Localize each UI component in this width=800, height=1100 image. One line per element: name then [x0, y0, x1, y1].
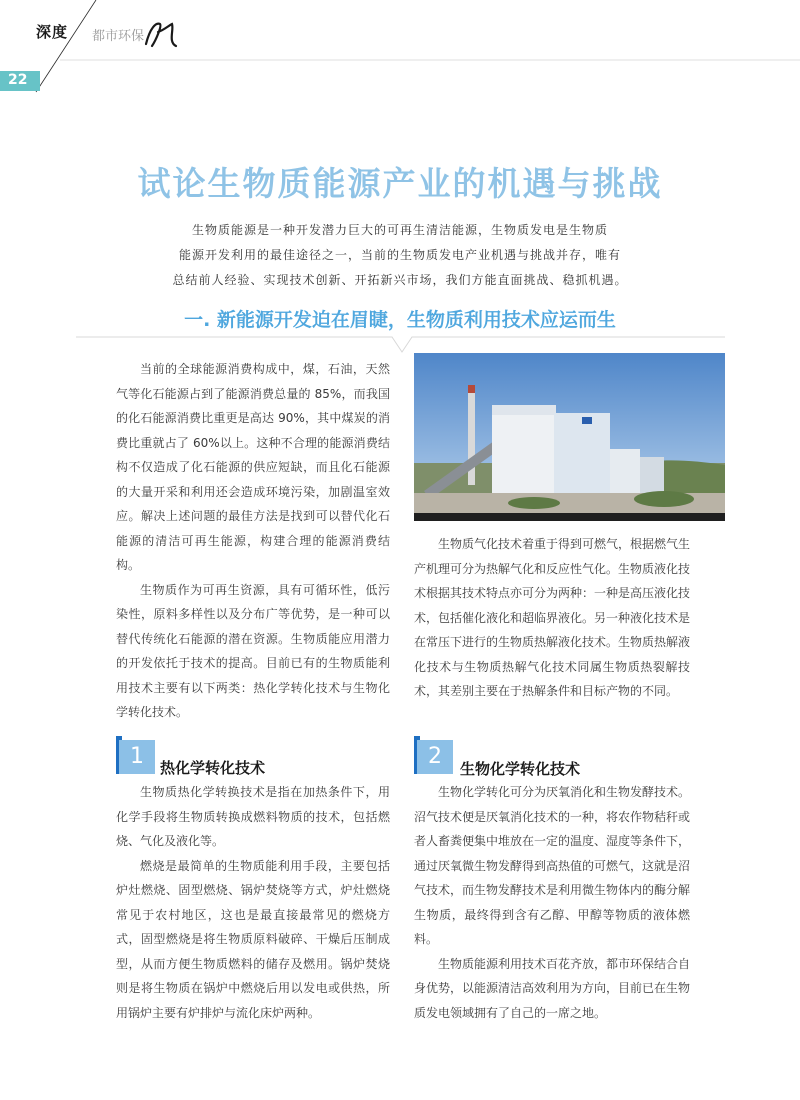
- subsection-title: 热化学转化技术: [160, 759, 266, 777]
- intro-line: 总结前人经验、实现技术创新、开拓新兴市场，我们方能直面挑战、稳抓机遇。: [172, 273, 628, 287]
- power-plant-photo: [414, 353, 725, 521]
- body-paragraph: 生物质能源利用技术百花齐放，都市环保结合自身优势，以能源清洁高效利用为方向，目前已在生物质发电领域拥有了自己的一席之地。: [414, 956, 691, 1020]
- body-paragraph: 生物质热化学转换技术是指在加热条件下，用化学手段将生物质转换成燃料物质的技术，包括燃烧、气化及液化等。: [116, 785, 390, 848]
- body-paragraph: 当前的全球能源消费构成中，煤，石油，天然气等化石能源占到了能源消费总量的 85%，而我国的化石能源消费比重更是高达 90%，其中煤炭的消费比重就占了 60%以上。这种不合理的能源消费结构不仅造成了化石能源的供应短缺，而且化石能源的大量开采和利用还会造成环境污染，加剧温室效应。解决上述问题的最佳方法是找到可以替代化石能源的清洁可再生能源，构建合理的能源消费结构。: [116, 362, 390, 572]
- subsection-number-badge: 2: [417, 740, 453, 774]
- article-title: 试论生物质能源产业的机遇与挑战: [137, 164, 663, 203]
- left-column: [116, 357, 390, 725]
- subsection1-body: [116, 780, 390, 1025]
- page-number: 22: [8, 72, 28, 88]
- subsection-title: 生物化学转化技术: [460, 760, 581, 778]
- section-label: 深度: [36, 23, 69, 41]
- magazine-brand: 都市环保: [92, 29, 145, 44]
- body-paragraph: 生物质气化技术着重于得到可燃气，根据燃气生产机理可分为热解气化和反应性气化。生物质液化技术根据其技术特点亦可分为两种：一种是高压液化技术，包括催化液化和超临界液化。另一种液化技术是在常压下进行的生物质热解液化技术。生物质热解液化技术与生物质热解气化技术同属生物质热裂解技术，其差别主要在于热解条件和目标产物的不同。: [414, 537, 691, 698]
- subsection-number-badge: 1: [119, 740, 155, 774]
- body-paragraph: 生物化学转化可分为厌氧消化和生物发酵技术。沼气技术便是厌氧消化技术的一种，将农作物秸秆或者人畜粪便集中堆放在一定的温度、湿度等条件下，通过厌氧微生物发酵得到高热值的可燃气，这就是沼气技术，而生物发酵技术是利用微生物体内的酶分解生物质，最终得到含有乙醇、甲醇等物质的液体燃料。: [414, 785, 691, 946]
- intro-line: 生物质能源是一种开发潜力巨大的可再生清洁能源，生物质发电是生物质: [191, 223, 608, 237]
- right-column: [414, 532, 690, 704]
- section-heading: 一. 新能源开发迫在眉睫，生物质利用技术应运而生: [184, 309, 616, 331]
- body-paragraph: 生物质作为可再生资源，具有可循环性，低污染性，原料多样性以及分布广等优势，是一种可以替代传统化石能源的潜在资源。生物质能应用潜力的开发依托于技术的提高。目前已有的生物质能利用技术主要有以下两类：热化学转化技术与生物化学转化技术。: [116, 582, 390, 719]
- body-paragraph: 燃烧是最简单的生物质能利用手段，主要包括炉灶燃烧、固型燃烧、锅炉焚烧等方式，炉灶燃烧常见于农村地区，这也是最直接最常见的燃烧方式，固型燃烧是将生物质原料破碎、干燥后压制成型，从而方便生物质燃料的储存及燃用。锅炉焚烧则是将生物质在锅炉中燃烧后用以发电或供热，所用锅炉主要有炉排炉与流化床炉两种。: [116, 858, 390, 1020]
- subsection2-body: [414, 780, 690, 1025]
- intro-line: 能源开发利用的最佳途径之一，当前的生物质发电产业机遇与挑战并存，唯有: [178, 248, 621, 262]
